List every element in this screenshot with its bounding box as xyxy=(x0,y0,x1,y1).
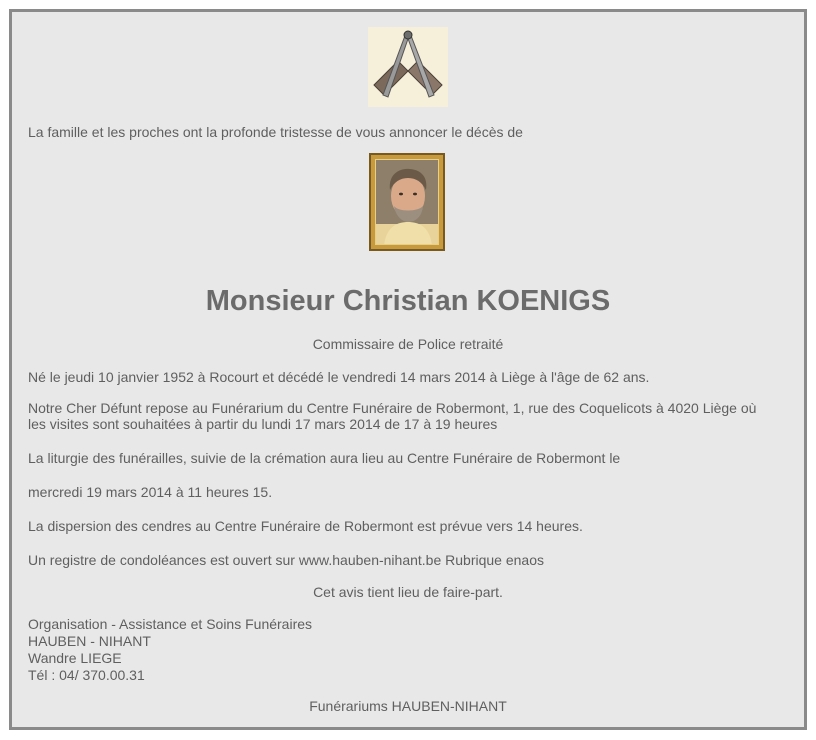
obituary-panel xyxy=(9,9,807,730)
ashes-text: La dispersion des cendres au Centre Funéraire de Robermont est prévue vers 14 heures. xyxy=(28,518,583,534)
organisation-line-3: Wandre LIEGE xyxy=(28,650,122,666)
portrait-photo xyxy=(369,153,445,251)
organisation-phone: Tél : 04/ 370.00.31 xyxy=(28,667,145,683)
footer-text: Funérariums HAUBEN-NIHANT xyxy=(309,698,507,714)
birth-death-text: Né le jeudi 10 janvier 1952 à Rocourt et décédé le vendredi 14 mars 2014 à Liège à l'âge de 62 ans. xyxy=(28,369,650,385)
liturgy-text: La liturgie des funérailles, suivie de la crémation aura lieu au Centre Funéraire de Robermont le xyxy=(28,450,621,466)
registry-text: Un registre de condoléances est ouvert sur www.hauben-nihant.be Rubrique enaos xyxy=(28,552,544,568)
intro-text: La famille et les proches ont la profonde tristesse de vous annoncer le décès de xyxy=(28,124,523,140)
organisation-line-2: HAUBEN - NIHANT xyxy=(28,633,151,649)
notice-text: Cet avis tient lieu de faire-part. xyxy=(313,584,503,600)
rest-text-line-2: les visites sont souhaitées à partir du lundi 17 mars 2014 de 17 à 19 heures xyxy=(28,416,498,432)
deceased-title: Commissaire de Police retraité xyxy=(312,336,504,352)
deceased-name: Monsieur Christian KOENIGS xyxy=(205,285,611,317)
square-and-compasses-icon xyxy=(368,27,448,107)
liturgy-date-text: mercredi 19 mars 2014 à 11 heures 15. xyxy=(28,484,273,500)
rest-text-line-1: Notre Cher Défunt repose au Funérarium du Centre Funéraire de Robermont, 1, rue des Coquelicots à 4020 Liège où xyxy=(28,400,757,416)
organisation-line-1: Organisation - Assistance et Soins Funéraires xyxy=(28,616,313,632)
